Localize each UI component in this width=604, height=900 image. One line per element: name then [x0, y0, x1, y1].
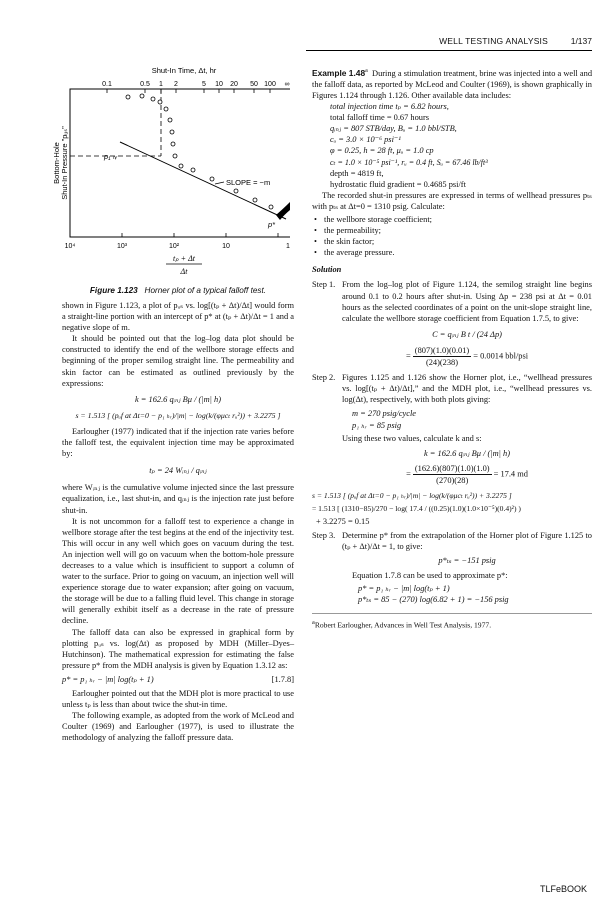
example-data-list [312, 101, 592, 190]
caption-label: Figure 1.123 [89, 286, 138, 295]
data-point [168, 118, 172, 122]
equation-C-value: = $\frac{(807)(1.0)(0.01)}{(24)(238)}$ = 0.0014 bbl/psi [405, 345, 529, 368]
data-point [158, 100, 162, 104]
pstar-equation: p* = p₁ ₕᵣ − |m| log(tₚ + 1) [358, 583, 450, 593]
top-tick: ∞ [284, 81, 290, 88]
list-item: • the average pressure. [324, 247, 592, 258]
data-point [234, 189, 238, 193]
data-point [269, 205, 273, 209]
equation-s3-b: + 3.2275 = 0.15 [316, 517, 370, 527]
step-1 [312, 279, 592, 368]
fraction-denominator: (24)(238) [425, 358, 459, 368]
figure-caption [62, 286, 294, 295]
footnote-text: Robert Earlougher, Advances in Well Test Analysis, 1977. [314, 620, 492, 630]
xaxis-numerator: tₚ + Δt [173, 254, 195, 263]
header-title: WELL TESTING ANALYSIS [439, 36, 548, 46]
m-value: m = 270 psig/cycle [352, 409, 417, 419]
data-line: cᵤ = 3.0 × 10⁻⁶ psi⁻¹ [330, 135, 401, 145]
calculate-list [312, 214, 592, 258]
running-header [306, 36, 592, 51]
data-point [191, 168, 195, 172]
data-point [179, 164, 183, 168]
left-column [62, 300, 294, 743]
pstar-result-1: p*ₜₛ = −151 psig [438, 556, 496, 566]
slope-leader [215, 182, 224, 184]
example-footnote-mark: a [365, 68, 368, 74]
step-label: Step 3. [312, 531, 336, 541]
paragraph: shown in Figure 1.123, a plot of pᵤₛ vs. log[(tₚ + Δt)/Δt] would form a straight-line portion with an intercept of p* at (tₚ + Δt)/Δt = 1 and a negative slope of m. [62, 301, 294, 333]
equation-tp: tₚ = 24 Wᵢₙⱼ / qᵢₙⱼ [149, 466, 207, 476]
data-points [126, 94, 273, 209]
bottom-tick: 1 [286, 243, 290, 250]
top-tick: 100 [264, 81, 276, 88]
equation-body: p* = p₁ ₕᵣ − |m| log(tₚ + 1) [62, 674, 154, 684]
top-axis-label: Shut-In Time, Δt, hr [151, 66, 217, 75]
step-text: From the log–log plot of Figure 1.124, the semilog straight line begins around 0.1 to 0.2 hours after shut-in. Using Δp = 238 psi at Δt = 0.01 hours as the selected coordinates of a point on the unit-slope straight line, calculate the wellbore storage coefficient from Equation 1.7.5, to give: [342, 280, 592, 323]
page-number: 1/137 [570, 36, 592, 46]
example-text: During a stimulation treatment, brine was injected into a well and the falloff data, as reported by McLeod and Coulter (1969), is shown graphically in Figures 1.124 through 1.126. Other available data includes: [312, 68, 593, 100]
example-title: Example 1.48 [312, 67, 366, 78]
p1hr-value: p₁ ₕᵣ = 85 psig [352, 420, 402, 430]
example-intro [312, 66, 592, 101]
step-text: Determine p* from the extrapolation of the Horner plot of Figure 1.125 to (tₚ + Δt)/Δt = 1, to give: [342, 531, 592, 552]
top-ticks [102, 81, 289, 88]
list-item: • the wellbore storage coefficient; [324, 214, 592, 225]
footnote [312, 613, 592, 631]
ylabel-line1: Bottom-Hole [52, 142, 61, 184]
top-tick: 0.1 [102, 81, 112, 88]
step-3 [312, 530, 592, 605]
paragraph: The recorded shut-in pressures are expressed in terms of wellhead pressures pₜₛ with pₜₛ at Δt=0 = 1310 psig. Calculate: [312, 190, 592, 211]
pstar-label: p* [268, 220, 276, 229]
data-line: total falloff time = 0.67 hours [330, 113, 430, 123]
list-item: • the skin factor; [324, 236, 592, 247]
right-column [312, 66, 592, 630]
top-tick: 50 [250, 81, 258, 88]
equation-result: = 0.0014 bbl/psi [473, 351, 529, 361]
footnote-mark: a [312, 618, 315, 626]
equation-k: k = 162.6 qᵢₙⱼ Bμ / (|m| h) [134, 394, 222, 404]
data-point [171, 142, 175, 146]
paragraph: It should be pointed out that the log–log data plot should be constructed to identify the end of the wellbore storage effects and beginning of the proper semilog straight line. The permeability and skin factor can be estimated as outlined previously by the expressions: [62, 334, 294, 388]
bottom-tick: 10³ [116, 243, 128, 250]
data-point [170, 130, 174, 134]
calc-text: Using these two values, calculate k and s: [342, 433, 482, 443]
paragraph: Equation 1.7.8 can be used to approximate p*: [352, 570, 508, 580]
slope-label: SLOPE = −m [226, 178, 271, 187]
equation-number: [1.7.8] [271, 674, 294, 684]
paragraph: where Wᵢₙⱼ is the cumulative volume injected since the last pressure equalization, i.e., last shut-in, and qᵢₙⱼ is the injection rate just before shut-in. [62, 483, 294, 515]
top-tick: 0.5 [140, 81, 150, 88]
solution-heading: Solution [312, 265, 342, 275]
data-point [164, 107, 168, 111]
top-tick: 5 [202, 81, 206, 88]
xaxis-denominator: Δt [180, 267, 188, 276]
data-point [210, 177, 214, 181]
step-label: Step 2. [312, 373, 336, 383]
list-item: • the permeability; [324, 225, 592, 236]
data-point [126, 95, 130, 99]
paragraph: It is not uncommon for a falloff test to experience a change in wellbore storage after the test begins at the end of the injectivity test. This will occur in any well which goes on vacuum during the test. An injection well will go on vacuum when the bottom-hole pressure decreases to a value which is insufficient to support a column of water to the surface. Prior to going on vacuum, an injection well will experience storage due to water expansion; after going on vacuum, the storage will be due to a falling fluid level. This change in storage will generally exhibit itself as a decrease in the rate of pressure decline. [62, 516, 294, 626]
data-line: qᵢₙⱼ = 807 STB/day, Bᵤ = 1.0 bbl/STB, [330, 124, 457, 134]
equation-s3-a: = 1.513 [ (1310−85)/270 − log( 17.4 / ((0.25)(1.0)(1.0×10⁻⁵)(0.4)²) ) [312, 504, 521, 514]
top-tick: 1 [159, 81, 163, 88]
step-label: Step 1. [312, 280, 336, 290]
equation-k2-value: = $\frac{(162.6)(807)(1.0)(1.0)}{(270)(28)}$ = 17.4 md [406, 463, 528, 485]
data-point [173, 154, 177, 158]
bottom-ticks [65, 243, 290, 250]
ylabel-line2: Shut-In Pressure "pᵤₛ" [60, 126, 69, 200]
paragraph: Earlougher pointed out that the MDH plot is more practical to use unless tₚ is less than about twice the shut-in time. [62, 689, 294, 710]
data-point [151, 97, 155, 101]
bottom-tick: 10² [168, 243, 180, 250]
p1hr-label: p₁ ₕᵣ [104, 152, 118, 161]
equation-C: C = qᵢₙⱼ B t / (24 Δp) [432, 329, 502, 339]
bottom-tick: 10 [222, 243, 230, 250]
data-line: φ = 0.25, h = 28 ft, μᵤ = 1.0 cp [330, 146, 434, 156]
fraction-numerator: (162.6)(807)(1.0)(1.0) [413, 463, 492, 475]
fraction-denominator: (270)(28) [436, 475, 469, 485]
footer-tag: TLFeBOOK [540, 884, 588, 894]
caption-text: Horner plot of a typical falloff test. [144, 286, 267, 295]
equation-result: = 17.4 md [493, 469, 528, 479]
data-line: depth = 4819 ft, [330, 168, 384, 178]
paragraph: The following example, as adopted from the work of McLeod and Coulter (1969) and Earlougher (1977), is used to illustrate the methodology of analyzing the falloff pressure data. [62, 711, 294, 743]
top-tick: 20 [230, 81, 238, 88]
data-line: total injection time tₚ = 6.82 hours, [330, 102, 449, 112]
equation-k2: k = 162.6 qᵢₙⱼ Bμ / (|m| h) [423, 448, 511, 458]
paragraph: Earlougher (1977) indicated that if the injection rate varies before the falloff test, the equivalent injection time may be approximated by: [62, 426, 294, 459]
step-2 [312, 372, 592, 486]
equation-1-7-8 [62, 674, 294, 685]
horner-plot-figure [50, 62, 290, 294]
step-text: Figures 1.125 and 1.126 show the Horner plot, i.e., “wellhead pressures vs. log[(tₚ + Δt)/Δt],” and the MDH plot, i.e., “wellhead pressures vs. log(Δt), respectively, with both plots giving: [342, 373, 592, 405]
data-line: hydrostatic fluid gradient = 0.4685 psi/ft [330, 179, 466, 189]
equation-s2: s = 1.513 [ (pᵤf at Δt=0 − p₁ ₕᵣ)/|m| − log(k/(φμcₜ rᵤ²)) + 3.2275 ] [312, 490, 512, 500]
data-line: cₜ = 1.0 × 10⁻⁵ psi⁻¹, rᵤ = 0.4 ft, Sᵤ = 67.46 lb/ft³ [330, 157, 488, 167]
top-tick: 10 [215, 81, 223, 88]
pstar-result-2: p*ₜₛ = 85 − (270) log(6.82 + 1) = −156 psig [358, 594, 509, 604]
fraction-numerator: (807)(1.0)(0.01) [413, 345, 471, 357]
paragraph: The falloff data can also be expressed in graphical form by plotting pᵤₛ vs. log(Δt) as proposed by MDH (Miller–Dyes–Hutchinson). The mathematical expression for estimating the false pressure p* from the MDH analysis is given by Equation 1.3.12 as: [62, 627, 294, 670]
data-point [140, 94, 144, 98]
bottom-tick: 10⁴ [64, 243, 76, 250]
top-tick: 2 [174, 81, 178, 88]
data-point [253, 198, 257, 202]
equation-s: s = 1.513 [ (pᵤf at Δt=0 − p₁ ₕᵣ)/|m| − log(k/(φμcₜ rᵤ²)) + 3.2275 ] [75, 410, 281, 420]
